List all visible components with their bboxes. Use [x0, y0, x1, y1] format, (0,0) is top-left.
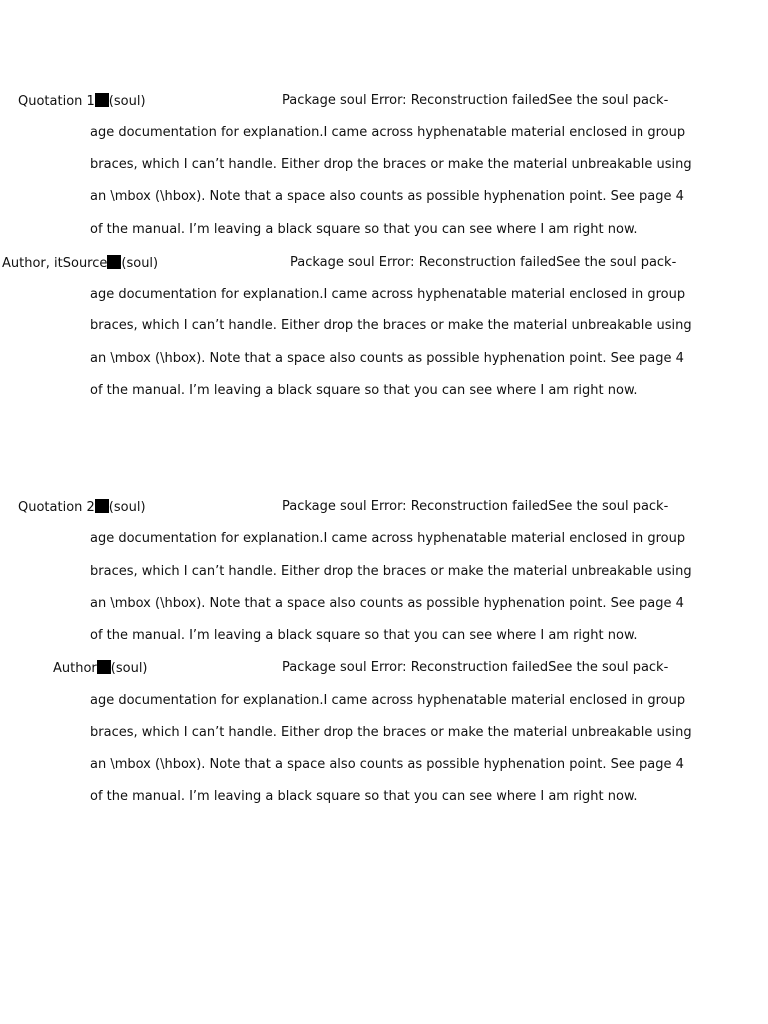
error-first-line: Package soul Error: Reconstruction failedSee the soul pack-: [282, 93, 669, 108]
entry-label: Quotation 1 (soul): [18, 94, 146, 109]
error-line: braces, which I can’t handle. Either drop the braces or make the material unbreakable using: [90, 564, 692, 579]
error-line: braces, which I can’t handle. Either drop the braces or make the material unbreakable using: [90, 318, 692, 333]
error-first-line: Package soul Error: Reconstruction failedSee the soul pack-: [290, 255, 677, 270]
error-line: age documentation for explanation.I came across hyphenatable material enclosed in group: [90, 531, 686, 546]
error-line: an \mbox (\hbox). Note that a space also counts as possible hyphenation point. See page 4: [90, 351, 684, 366]
entry-label: Author, itSource (soul): [2, 256, 159, 271]
error-first-line: Package soul Error: Reconstruction failedSee the soul pack-: [282, 660, 669, 675]
error-line: an \mbox (\hbox). Note that a space also counts as possible hyphenation point. See page 4: [90, 596, 684, 611]
error-line: braces, which I can’t handle. Either drop the braces or make the material unbreakable using: [90, 157, 692, 172]
error-line: of the manual. I’m leaving a black square so that you can see where I am right now.: [90, 628, 638, 643]
error-line: age documentation for explanation.I came across hyphenatable material enclosed in group: [90, 287, 686, 302]
error-line: an \mbox (\hbox). Note that a space also counts as possible hyphenation point. See page 4: [90, 189, 684, 204]
entry-label: Author (soul): [53, 661, 148, 676]
black-square-marker: [95, 499, 109, 513]
black-square-marker: [107, 255, 121, 269]
black-square-marker: [95, 93, 109, 107]
error-line: of the manual. I’m leaving a black square so that you can see where I am right now.: [90, 383, 638, 398]
entry-label: Quotation 2 (soul): [18, 500, 146, 515]
error-first-line: Package soul Error: Reconstruction failedSee the soul pack-: [282, 499, 669, 514]
black-square-marker: [97, 660, 111, 674]
error-line: an \mbox (\hbox). Note that a space also counts as possible hyphenation point. See page 4: [90, 757, 684, 772]
error-line: age documentation for explanation.I came across hyphenatable material enclosed in group: [90, 693, 686, 708]
error-line: age documentation for explanation.I came across hyphenatable material enclosed in group: [90, 125, 686, 140]
error-line: braces, which I can’t handle. Either drop the braces or make the material unbreakable using: [90, 725, 692, 740]
error-line: of the manual. I’m leaving a black square so that you can see where I am right now.: [90, 222, 638, 237]
error-line: of the manual. I’m leaving a black square so that you can see where I am right now.: [90, 789, 638, 804]
